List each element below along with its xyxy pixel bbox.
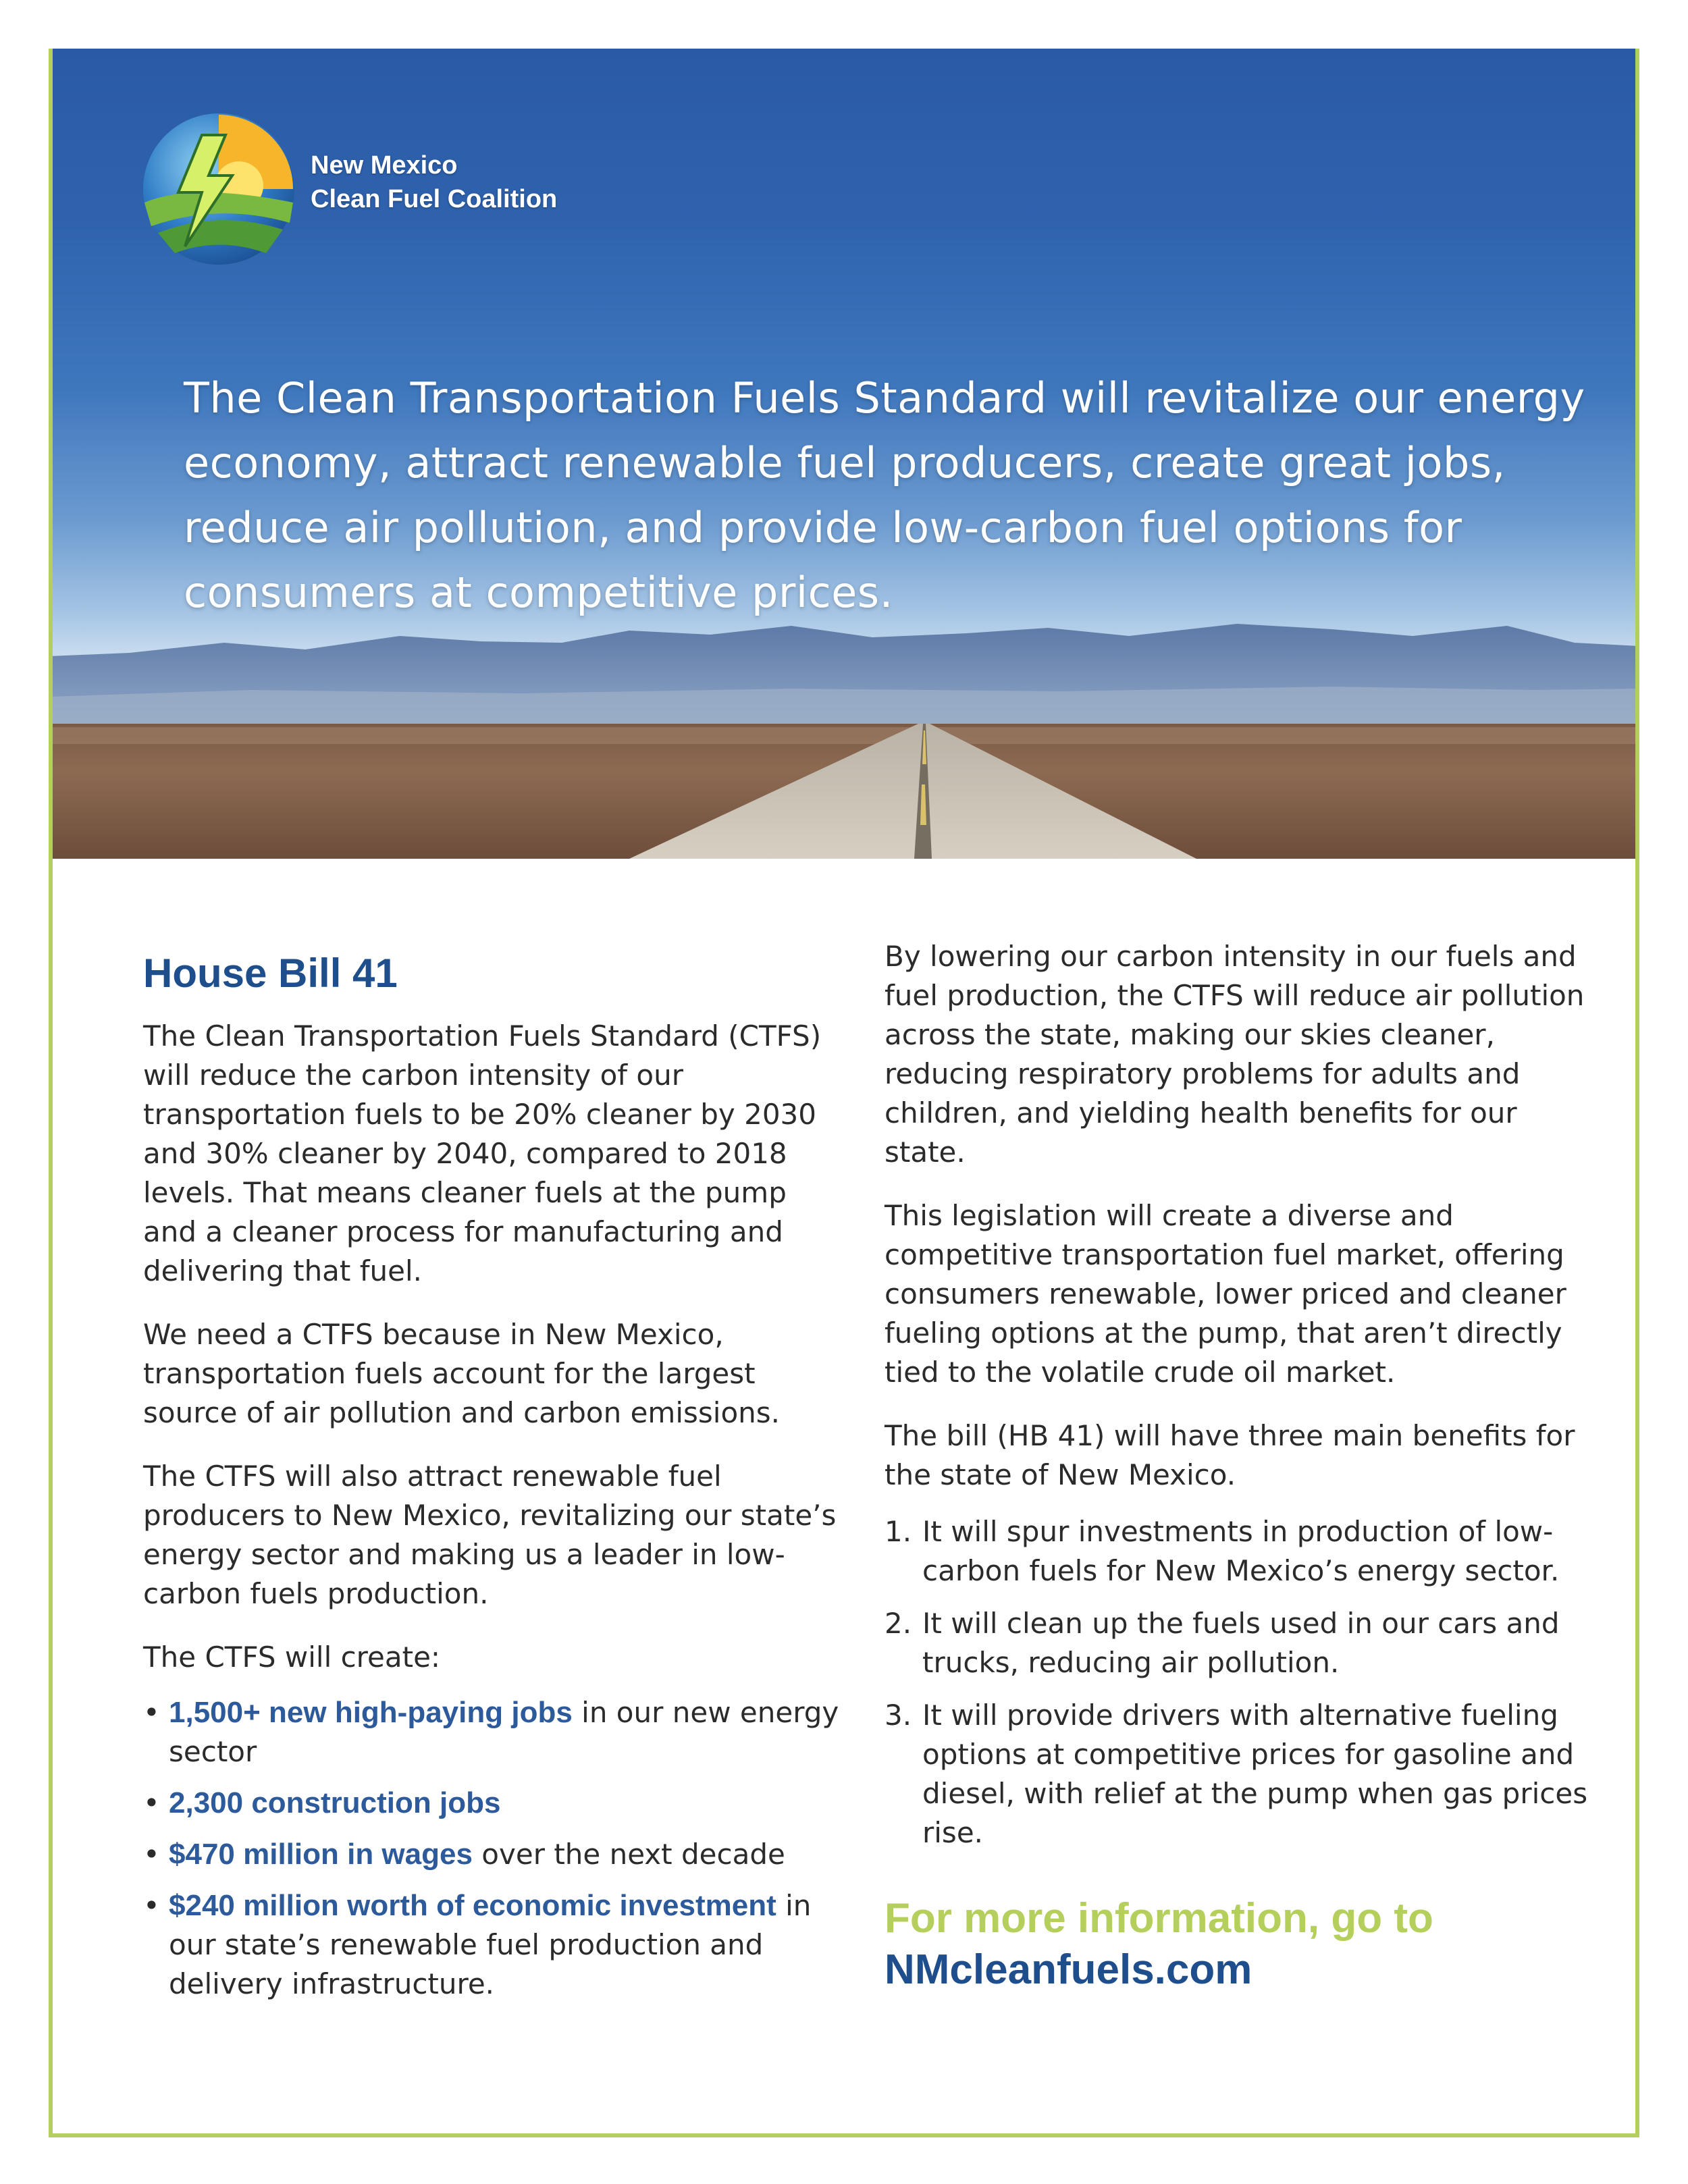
bullet-dot: • [143, 1786, 160, 1819]
benefit-number: 3. [885, 1699, 912, 1732]
bullet-text: in our state’s renewable fuel production and delivery infrastructure. [169, 1889, 812, 2000]
bullet-item [143, 1835, 845, 1874]
bullet-dot: • [143, 1696, 160, 1729]
benefit-item [885, 1696, 1593, 1853]
paragraph-air-pollution: By lowering our carbon intensity in our fuels and fuel production, the CTFS will reduce air pollution across the state, making our skies cleaner, reducing respiratory problems for adults and children, and yielding health benefits for our state. [885, 940, 1585, 1169]
section-title: House Bill 41 [143, 951, 398, 996]
paragraph-create-lead: The CTFS will create: [143, 1641, 441, 1674]
bullet-highlight: 1,500+ new high-paying jobs [169, 1696, 573, 1729]
paragraph-market: This legislation will create a diverse and competitive transportation fuel market, offering consumers renewable, lower priced and cleaner fueling options at the pump, that aren’t directly tied to the volatile crude oil market. [885, 1199, 1566, 1389]
bullet-item [143, 1784, 845, 1823]
benefit-text: It will spur investments in production of low-carbon fuels for New Mexico’s energy sector. [922, 1515, 1560, 1587]
paragraph-attract: The CTFS will also attract renewable fuel producers to New Mexico, revitalizing our state’s energy sector and making us a leader in low-carbon fuels production. [143, 1460, 837, 1610]
bullet-item [143, 1886, 845, 2004]
benefit-number: 1. [885, 1515, 912, 1548]
right-column [885, 937, 1593, 1996]
bullet-highlight: 2,300 construction jobs [169, 1786, 501, 1819]
bullet-dot: • [143, 1838, 160, 1871]
bullet-dot: • [143, 1889, 160, 1922]
call-to-action [885, 1893, 1593, 1996]
hero-headline: The Clean Transportation Fuels Standard will revitalize our energy economy, attract renewable fuel producers, create great jobs, reduce air pollution, and provide low-carbon fuel options for consumers at competitive prices. [184, 373, 1585, 617]
bullet-text: in our new energy sector [169, 1696, 839, 1768]
benefits-numbered-list [885, 1512, 1593, 1853]
paragraph-need: We need a CTFS because in New Mexico, transportation fuels account for the largest source of air pollution and carbon emissions. [143, 1318, 780, 1429]
benefit-number: 2. [885, 1607, 912, 1640]
benefit-text: It will clean up the fuels used in our cars and trucks, reducing air pollution. [922, 1607, 1560, 1679]
left-column [143, 938, 845, 2016]
paragraph-ctfs-intro: The Clean Transportation Fuels Standard (CTFS) will reduce the carbon intensity of our transportation fuels to be 20% cleaner by 2030 and 30% cleaner by 2040, compared to 2018 levels. That means cleaner fuels at the pump and a cleaner process for manufacturing and delivering that fuel. [143, 1019, 822, 1287]
org-name-line1: New Mexico [311, 151, 458, 180]
cta-text: For more information, go to [885, 1895, 1433, 1942]
benefit-bullet-list [143, 1693, 845, 2004]
org-name-line2: Clean Fuel Coalition [311, 185, 558, 213]
benefit-item [885, 1512, 1593, 1591]
benefit-item [885, 1604, 1593, 1682]
paragraph-benefits-lead: The bill (HB 41) will have three main benefits for the state of New Mexico. [885, 1419, 1575, 1491]
bullet-text: over the next decade [472, 1838, 785, 1871]
website-link[interactable]: NMcleanfuels.com [885, 1946, 1252, 1993]
bullet-item [143, 1693, 845, 1772]
benefit-text: It will provide drivers with alternative fueling options at competitive prices for gasoline and diesel, with relief at the pump when gas prices rise. [922, 1699, 1588, 1849]
bullet-highlight: $470 million in wages [169, 1838, 473, 1871]
bullet-highlight: $240 million worth of economic investment [169, 1889, 776, 1922]
